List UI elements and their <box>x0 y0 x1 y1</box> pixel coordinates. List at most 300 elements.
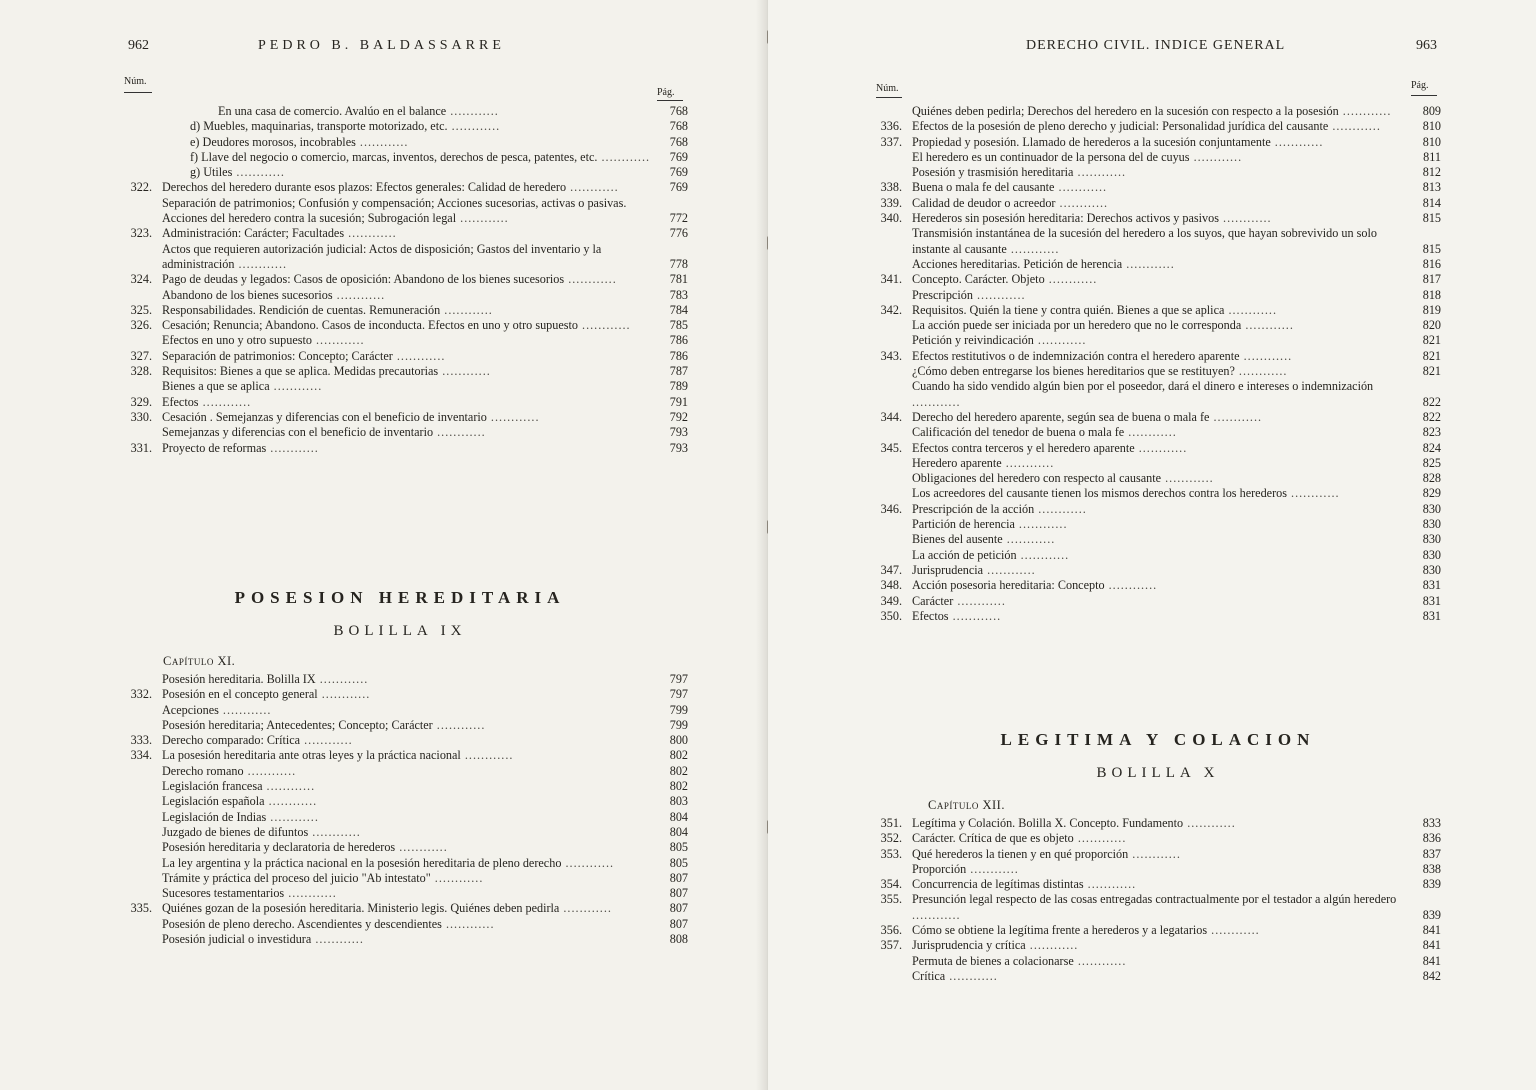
entry-text-wrap <box>162 318 652 333</box>
dot-leader: ............ <box>243 763 297 778</box>
entry-text-wrap <box>162 779 652 794</box>
entry-number: 347. <box>880 562 902 577</box>
capitulo-label: Capítulo <box>163 654 214 668</box>
dot-leader: ............ <box>1122 256 1175 271</box>
entry-text-wrap <box>912 272 1405 287</box>
entry-text-wrap <box>912 563 1405 578</box>
entry-text-wrap <box>162 687 652 702</box>
dot-leader: ............ <box>300 733 353 748</box>
entry-page: 778 <box>669 256 688 271</box>
entry-title: Derecho romano <box>162 763 244 778</box>
entry-page: 822 <box>1422 409 1441 424</box>
entry-page: 824 <box>1422 440 1441 455</box>
entry-title: Prescripción de la acción <box>912 501 1035 516</box>
entry-page: 804 <box>669 809 688 824</box>
dot-leader: ............ <box>438 364 491 379</box>
entry-page: 812 <box>1422 165 1441 180</box>
entry-text-wrap <box>162 932 652 947</box>
entry-page: 836 <box>1422 831 1441 846</box>
dot-leader: ............ <box>269 379 323 394</box>
capitulo-label: Capítulo <box>928 798 979 812</box>
entry-page: 825 <box>1422 455 1441 470</box>
entry-number: 351. <box>880 816 902 830</box>
entry-title: Semejanzas y diferencias con el beneficio de inventario <box>162 425 434 440</box>
toc-entry <box>118 703 688 718</box>
toc-entry <box>868 226 1441 257</box>
entry-title: Separación de patrimonios; Confusión y compensación; Acciones sucesorias, activas o pasivas. Acciones del heredero contra la sucesión; Subrogación legal <box>162 195 627 226</box>
running-head: PEDRO B. BALDASSARRE <box>258 38 505 53</box>
toc-entry <box>118 840 688 855</box>
entry-title: Posesión hereditaria y declaratoria de herederos <box>162 840 396 855</box>
pag-label-rule <box>1411 95 1437 96</box>
toc-entry <box>118 794 688 809</box>
toc-entry <box>868 425 1441 440</box>
toc-entry <box>118 226 688 241</box>
entry-title: Responsabilidades. Rendición de cuentas. Remuneración <box>162 302 441 317</box>
entry-number: 335. <box>130 901 152 916</box>
entry-title: f) Llave del negocio o comercio, marcas, inventos, derechos de pesca, patentes, etc. <box>190 149 598 164</box>
entry-text-wrap <box>162 748 652 763</box>
entry-title: Transmisión instantánea de la sucesión del heredero a los suyos, que hayan sobrevivido un solo instante al causante <box>912 226 1377 256</box>
toc-entry <box>868 847 1441 862</box>
toc-entry <box>118 810 688 825</box>
entry-title: Cuando ha sido vendido algún bien por el poseedor, dará el dinero e intereses o indemnización <box>912 379 1374 394</box>
dot-leader: ............ <box>308 824 361 839</box>
entry-text-wrap <box>162 733 652 748</box>
toc-entry <box>868 923 1441 938</box>
entry-title: g) Utiles <box>190 165 233 180</box>
entry-text-wrap <box>162 794 652 809</box>
toc-entry <box>118 687 688 702</box>
section-title: LEGITIMA Y COLACION <box>1000 730 1316 749</box>
capitulo-heading <box>928 798 1005 813</box>
entry-page: 768 <box>669 134 688 149</box>
dot-leader: ............ <box>266 809 319 824</box>
entry-text-wrap <box>912 969 1405 984</box>
entry-page: 799 <box>669 717 688 732</box>
entry-title: Quiénes deben pedirla; Derechos del heredero en la sucesión con respecto a la posesión <box>912 104 1339 118</box>
entry-text-wrap <box>162 410 652 425</box>
toc-entry <box>118 932 688 947</box>
entry-number: 348. <box>880 578 902 593</box>
entry-page: 838 <box>1422 861 1441 876</box>
entry-title: Administración: Carácter; Facultades <box>162 226 345 241</box>
entry-number: 338. <box>880 180 902 195</box>
toc-entry <box>118 886 688 901</box>
entry-text-wrap <box>218 104 652 119</box>
entry-text-wrap <box>912 196 1405 211</box>
page-number: 963 <box>1416 38 1437 53</box>
entry-title: Legislación española <box>162 794 265 809</box>
toc-entry <box>868 892 1441 923</box>
toc-entry <box>868 831 1441 846</box>
entry-title: La posesión hereditaria ante otras leyes y la práctica nacional <box>162 748 461 763</box>
entry-title: Carácter <box>912 593 954 608</box>
entry-title: Jurisprudencia <box>912 562 984 577</box>
dot-leader: ............ <box>1073 165 1127 180</box>
entry-page: 814 <box>1422 195 1441 210</box>
entry-text-wrap <box>162 917 652 932</box>
entry-title: Sucesores testamentarios <box>162 886 285 901</box>
dot-leader: ............ <box>1006 241 1060 256</box>
dot-leader: ............ <box>234 256 288 271</box>
dot-leader: ............ <box>317 687 371 702</box>
entry-title: Acciones hereditarias. Petición de herencia <box>912 256 1123 271</box>
toc-entry <box>118 410 688 425</box>
entry-title: Acepciones <box>162 702 219 717</box>
dot-leader: ............ <box>972 287 1026 302</box>
entry-title: Pago de deudas y legados: Casos de oposición: Abandono de los bienes sucesorios <box>162 272 565 287</box>
entry-page: 768 <box>669 104 688 118</box>
dot-leader: ............ <box>1073 953 1127 968</box>
dot-leader: ............ <box>983 562 1036 577</box>
entry-number: 326. <box>130 318 152 333</box>
entry-number: 328. <box>130 364 152 379</box>
entry-title: Efectos contra terceros y el heredero aparente <box>912 440 1135 455</box>
toc-entry <box>868 211 1441 226</box>
entry-title: Derecho comparado: Crítica <box>162 733 301 748</box>
entry-title: Calificación del tenedor de buena o mala fe <box>912 425 1125 440</box>
entry-page: 830 <box>1422 547 1441 562</box>
toc-entry <box>118 917 688 932</box>
entry-title: d) Muebles, maquinarias, transporte motorizado, etc. <box>190 119 448 134</box>
dot-leader: ............ <box>1025 938 1079 953</box>
entry-page: 800 <box>669 733 688 748</box>
toc-entry <box>118 288 688 303</box>
entry-text-wrap <box>912 150 1405 165</box>
entry-text-wrap <box>162 672 652 687</box>
entry-title: Cesación; Renuncia; Abandono. Casos de inconducta. Efectos en uno y otro supuesto <box>162 318 578 333</box>
entry-page: 837 <box>1422 846 1441 861</box>
entry-number: 323. <box>130 226 152 241</box>
entry-number: 341. <box>880 272 902 287</box>
capitulo-heading <box>163 654 235 669</box>
dot-leader: ............ <box>1002 532 1056 547</box>
entry-text-wrap <box>912 303 1405 318</box>
toc-entry <box>868 548 1441 563</box>
dot-leader: ............ <box>1083 877 1137 892</box>
section-title: POSESION HEREDITARIA <box>234 588 566 607</box>
toc-entry <box>118 364 688 379</box>
dot-leader: ............ <box>1128 846 1181 861</box>
dot-leader: ............ <box>430 870 484 885</box>
toc-list-top <box>868 104 1441 624</box>
entry-page: 815 <box>1422 241 1441 256</box>
entry-title: Posesión y trasmisión hereditaria <box>912 165 1074 180</box>
dot-leader: ............ <box>1001 455 1055 470</box>
dot-leader: ............ <box>218 702 272 717</box>
entry-title: La acción de petición <box>912 547 1017 562</box>
entry-title: Obligaciones del heredero con respecto al causante <box>912 471 1162 486</box>
dot-leader: ............ <box>355 134 409 149</box>
entry-text-wrap <box>912 364 1405 379</box>
entry-text-wrap <box>162 303 652 318</box>
entry-page: 786 <box>669 333 688 348</box>
entry-text-wrap <box>912 517 1405 532</box>
dot-leader: ............ <box>1239 348 1293 363</box>
entry-number: 346. <box>880 501 902 516</box>
dot-leader: ............ <box>1161 471 1214 486</box>
entry-number: 327. <box>130 348 152 363</box>
toc-entry <box>118 180 688 195</box>
entry-title: Qué herederos la tienen y en qué proporción <box>912 846 1129 861</box>
dot-leader: ............ <box>441 916 495 931</box>
toc-entry <box>868 333 1441 348</box>
entry-title: Posesión en el concepto general <box>162 687 318 702</box>
entry-text-wrap <box>162 242 652 273</box>
entry-text-wrap <box>162 718 652 733</box>
entry-page: 807 <box>669 916 688 931</box>
entry-page: 810 <box>1422 134 1441 149</box>
dot-leader: ............ <box>447 119 501 134</box>
entry-page: 829 <box>1422 486 1441 501</box>
entry-page: 793 <box>669 440 688 455</box>
entry-page: 804 <box>669 824 688 839</box>
toc-entry <box>118 303 688 318</box>
toc-entry <box>868 456 1441 471</box>
entry-number: 352. <box>880 831 902 846</box>
dot-leader: ............ <box>577 318 631 333</box>
entry-page: 769 <box>669 180 688 195</box>
entry-title: Posesión judicial o investidura <box>162 932 312 947</box>
entry-page: 815 <box>1422 211 1441 226</box>
entry-text-wrap <box>912 226 1405 257</box>
entry-text-wrap <box>912 471 1405 486</box>
entry-page: 818 <box>1422 287 1441 302</box>
entry-page: 781 <box>669 272 688 287</box>
entry-text-wrap <box>912 211 1405 226</box>
entry-title: Legislación de Indias <box>162 809 267 824</box>
dot-leader: ............ <box>1183 816 1236 830</box>
toc-entry <box>868 257 1441 272</box>
toc-list-bottom <box>118 672 688 947</box>
entry-title: La acción puede ser iniciada por un heredero que no le corresponda <box>912 318 1242 333</box>
dot-leader: ............ <box>264 794 318 809</box>
toc-entry <box>868 486 1441 501</box>
entry-page: 805 <box>669 840 688 855</box>
entry-text-wrap <box>162 272 652 287</box>
dot-leader: ............ <box>1016 547 1070 562</box>
entry-text-wrap <box>162 196 652 227</box>
entry-text-wrap <box>162 764 652 779</box>
entry-text-wrap <box>162 703 652 718</box>
entry-page: 817 <box>1422 272 1441 287</box>
toc-entry <box>868 180 1441 195</box>
toc-entry <box>868 379 1441 410</box>
entry-page: 803 <box>669 794 688 809</box>
entry-page: 831 <box>1422 593 1441 608</box>
toc-entry <box>118 825 688 840</box>
entry-text-wrap <box>912 923 1405 938</box>
entry-page: 808 <box>669 932 688 947</box>
entry-title: Heredero aparente <box>912 455 1002 470</box>
toc-entry <box>868 410 1441 425</box>
entry-title: Buena o mala fe del causante <box>912 180 1055 195</box>
entry-text-wrap <box>912 135 1405 150</box>
entry-text-wrap <box>162 364 652 379</box>
entry-text-wrap <box>912 180 1405 195</box>
entry-text-wrap <box>912 938 1405 953</box>
entry-title: Abandono de los bienes sucesorios <box>162 287 333 302</box>
dot-leader: ............ <box>332 287 386 302</box>
entry-page: 805 <box>669 855 688 870</box>
entry-title: Proyecto de reformas <box>162 440 267 455</box>
entry-page: 842 <box>1422 968 1441 983</box>
entry-text-wrap <box>912 816 1405 831</box>
toc-entry <box>118 425 688 440</box>
dot-leader: ............ <box>1218 211 1272 226</box>
entry-number: 350. <box>880 608 902 623</box>
entry-text-wrap <box>912 456 1405 471</box>
dot-leader: ............ <box>1328 119 1381 134</box>
toc-entry <box>868 502 1441 517</box>
entry-title: Efectos de la posesión de pleno derecho y judicial: Personalidad jurídica del causante <box>912 119 1329 134</box>
toc-entry <box>868 954 1441 969</box>
entry-title: Propiedad y posesión. Llamado de herederos a la sucesión conjuntamente <box>912 134 1271 149</box>
entry-page: 830 <box>1422 532 1441 547</box>
entry-title: Carácter. Crítica de que es objeto <box>912 831 1074 846</box>
entry-title: Legítima y Colación. Bolilla X. Concepto. Fundamento <box>912 816 1184 830</box>
entry-text-wrap <box>912 288 1405 303</box>
entry-text-wrap <box>162 226 652 241</box>
entry-page: 828 <box>1422 471 1441 486</box>
dot-leader: ............ <box>1073 831 1127 846</box>
entry-title: Posesión de pleno derecho. Ascendientes y descendientes <box>162 916 442 931</box>
entry-page: 797 <box>669 687 688 702</box>
entry-number: 343. <box>880 348 902 363</box>
dot-leader: ............ <box>1034 501 1087 516</box>
toc-entry <box>868 303 1441 318</box>
entry-page: 802 <box>669 748 688 763</box>
entry-title: ¿Cómo deben entregarse los bienes hereditarios que se restituyen? <box>912 364 1235 379</box>
entry-page: 784 <box>669 302 688 317</box>
toc-entry <box>868 517 1441 532</box>
entry-title: Herederos sin posesión hereditaria: Derechos activos y pasivos <box>912 211 1219 226</box>
entry-title: Los acreedores del causante tienen los mismos derechos contra los herederos <box>912 486 1287 501</box>
entry-title: Efectos en uno y otro supuesto <box>162 333 312 348</box>
entry-text-wrap <box>162 288 652 303</box>
entry-page: 797 <box>669 672 688 686</box>
entry-text-wrap <box>162 395 652 410</box>
entry-title: Partición de herencia <box>912 517 1015 532</box>
entry-number: 354. <box>880 877 902 892</box>
dot-leader: ............ <box>266 440 319 455</box>
entry-number: 339. <box>880 195 902 210</box>
entry-page: 785 <box>669 318 688 333</box>
entry-title: Quiénes gozan de la posesión hereditaria. Ministerio legis. Quiénes deben pedirla <box>162 901 560 916</box>
entry-text-wrap <box>190 119 652 134</box>
toc-list-top <box>118 104 688 456</box>
entry-title: Efectos restitutivos o de indemnización contra el heredero aparente <box>912 348 1240 363</box>
entry-text-wrap <box>162 379 652 394</box>
entry-title: Posesión hereditaria; Antecedentes; Concepto; Carácter <box>162 717 433 732</box>
entry-page: 833 <box>1422 816 1441 830</box>
entry-page: 839 <box>1422 877 1441 892</box>
entry-page: 786 <box>669 348 688 363</box>
entry-number: 355. <box>880 892 902 907</box>
toc-list-bottom <box>868 816 1441 984</box>
toc-entry <box>118 272 688 287</box>
dot-leader: ............ <box>1286 486 1340 501</box>
entry-text-wrap <box>912 502 1405 517</box>
dot-leader: ............ <box>1124 425 1177 440</box>
toc-entry <box>118 196 688 227</box>
entry-text-wrap <box>162 810 652 825</box>
entry-number: 329. <box>130 394 152 409</box>
entry-page: 807 <box>669 886 688 901</box>
dot-leader: ............ <box>284 886 337 901</box>
entry-text-wrap <box>912 165 1405 180</box>
page-column-label: Pág. <box>657 87 675 98</box>
dot-leader: ............ <box>446 104 499 118</box>
dot-leader: ............ <box>1054 180 1108 195</box>
toc-entry <box>868 272 1441 287</box>
entry-title: Petición y reivindicación <box>912 333 1034 348</box>
dot-leader: ............ <box>561 855 615 870</box>
entry-page: 807 <box>669 870 688 885</box>
page-number: 962 <box>128 38 149 53</box>
entry-page: 830 <box>1422 517 1441 532</box>
toc-entry <box>118 135 688 150</box>
entry-number: 336. <box>880 119 902 134</box>
entry-page: 792 <box>669 409 688 424</box>
entry-text-wrap <box>162 349 652 364</box>
entry-page: 793 <box>669 425 688 440</box>
entry-text-wrap <box>162 425 652 440</box>
entry-text-wrap <box>912 578 1405 593</box>
entry-title: Permuta de bienes a colacionarse <box>912 953 1074 968</box>
dot-leader: ............ <box>262 779 316 794</box>
entry-title: Jurisprudencia y crítica <box>912 938 1026 953</box>
dot-leader: ............ <box>433 425 486 440</box>
entry-page: 816 <box>1422 256 1441 271</box>
dot-leader: ............ <box>948 608 1002 623</box>
entry-text-wrap <box>912 892 1405 923</box>
entry-page: 813 <box>1422 180 1441 195</box>
entry-page: 776 <box>669 226 688 241</box>
entry-text-wrap <box>162 180 652 195</box>
running-head: DERECHO CIVIL. INDICE GENERAL <box>1026 38 1286 53</box>
dot-leader: ............ <box>232 165 285 180</box>
dot-leader: ............ <box>311 333 365 348</box>
toc-entry <box>868 862 1441 877</box>
toc-entry <box>868 532 1441 547</box>
entry-page: 787 <box>669 364 688 379</box>
entry-page: 809 <box>1422 104 1441 118</box>
entry-page: 831 <box>1422 608 1441 623</box>
entry-text-wrap <box>190 135 652 150</box>
entry-page: 821 <box>1422 364 1441 379</box>
entry-text-wrap <box>912 831 1405 846</box>
toc-entry <box>868 609 1441 624</box>
entry-page: 841 <box>1422 938 1441 953</box>
dot-leader: ............ <box>1241 318 1294 333</box>
dot-leader: ............ <box>344 226 397 241</box>
entry-page: 821 <box>1422 333 1441 348</box>
toc-entry <box>118 764 688 779</box>
dot-leader: ............ <box>1134 440 1188 455</box>
dot-leader: ............ <box>912 394 961 409</box>
entry-title: Posesión hereditaria. Bolilla IX <box>162 672 316 686</box>
entry-text-wrap <box>912 847 1405 862</box>
toc-entry <box>868 364 1441 379</box>
entry-title: Bienes del ausente <box>912 532 1003 547</box>
entry-title: Prescripción <box>912 287 973 302</box>
entry-title: Derechos del heredero durante esos plazos: Efectos generales: Calidad de heredero <box>162 180 567 195</box>
entry-title: Presunción legal respecto de las cosas entregadas contractualmente por el testador a algún heredero <box>912 892 1397 907</box>
entry-number: 357. <box>880 938 902 953</box>
entry-page: 823 <box>1422 425 1441 440</box>
